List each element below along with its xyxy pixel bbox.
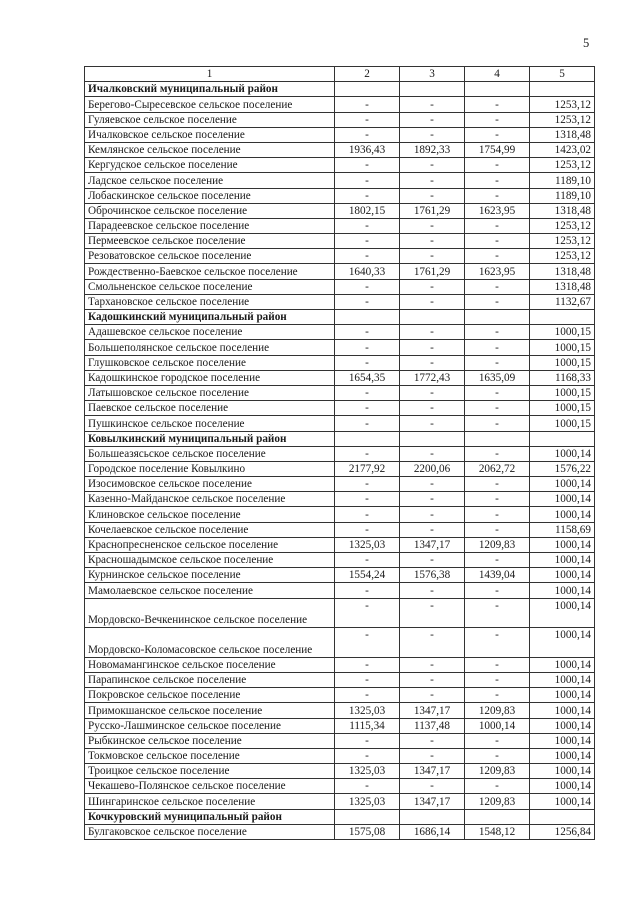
value-col-5: 1423,02	[530, 142, 595, 157]
value-col-5: 1000,14	[530, 537, 595, 552]
empty-cell	[530, 82, 595, 97]
value-col-5: 1000,14	[530, 657, 595, 672]
value-col-3: -	[400, 507, 465, 522]
table-row	[85, 703, 595, 718]
district-name: Кадошкинский муниципальный район	[85, 310, 335, 325]
value-col-2: -	[335, 492, 400, 507]
value-col-5: 1000,14	[530, 688, 595, 703]
settlement-name: Пушкинское сельское поселение	[85, 416, 335, 431]
settlement-name: Ичалковское сельское поселение	[85, 127, 335, 142]
empty-cell	[335, 82, 400, 97]
value-col-2: -	[335, 477, 400, 492]
value-col-3: 1761,29	[400, 203, 465, 218]
value-col-4: -	[465, 385, 530, 400]
value-col-4: 1754,99	[465, 142, 530, 157]
value-col-3: -	[400, 492, 465, 507]
value-col-2: -	[335, 127, 400, 142]
value-col-2: -	[335, 249, 400, 264]
district-row	[85, 82, 595, 97]
table-row	[85, 203, 595, 218]
value-col-4: -	[465, 325, 530, 340]
empty-cell	[465, 431, 530, 446]
value-col-3: 1347,17	[400, 794, 465, 809]
value-col-4: -	[465, 446, 530, 461]
value-col-5: 1000,14	[530, 477, 595, 492]
value-col-3: -	[400, 657, 465, 672]
settlement-name: Кочелаевское сельское поселение	[85, 522, 335, 537]
value-col-3: -	[400, 234, 465, 249]
value-col-5: 1000,14	[530, 507, 595, 522]
table-row	[85, 553, 595, 568]
value-col-5: 1253,12	[530, 249, 595, 264]
value-col-4: -	[465, 628, 530, 658]
value-col-4: -	[465, 492, 530, 507]
settlement-name: Латышовское сельское поселение	[85, 385, 335, 400]
empty-cell	[400, 310, 465, 325]
value-col-4: -	[465, 401, 530, 416]
settlement-name: Красношадымское сельское поселение	[85, 553, 335, 568]
value-col-2: 1640,33	[335, 264, 400, 279]
table-row	[85, 522, 595, 537]
value-col-3: -	[400, 688, 465, 703]
value-col-4: 1209,83	[465, 764, 530, 779]
table-row	[85, 370, 595, 385]
value-col-4: 1635,09	[465, 370, 530, 385]
table-row	[85, 218, 595, 233]
value-col-5: 1253,12	[530, 112, 595, 127]
value-col-4: 1000,14	[465, 718, 530, 733]
settlement-name: Булгаковское сельское поселение	[85, 824, 335, 839]
value-col-5: 1000,14	[530, 703, 595, 718]
settlement-name: Адашевское сельское поселение	[85, 325, 335, 340]
value-col-2: -	[335, 628, 400, 658]
settlement-name: Мордовско-Коломасовское сельское поселение	[85, 628, 335, 658]
value-col-2: 1325,03	[335, 764, 400, 779]
settlement-name: Новомамангинское сельское поселение	[85, 657, 335, 672]
settlement-name: Клиновское сельское поселение	[85, 507, 335, 522]
value-col-4: -	[465, 779, 530, 794]
value-col-3: -	[400, 188, 465, 203]
empty-cell	[465, 310, 530, 325]
value-col-3: -	[400, 325, 465, 340]
value-col-2: -	[335, 97, 400, 112]
value-col-2: -	[335, 507, 400, 522]
value-col-4: -	[465, 672, 530, 687]
district-name: Ичалковский муниципальный район	[85, 82, 335, 97]
value-col-2: -	[335, 779, 400, 794]
settlement-name: Краснопресненское сельское поселение	[85, 537, 335, 552]
value-col-5: 1253,12	[530, 97, 595, 112]
table-row	[85, 158, 595, 173]
value-col-4: 2062,72	[465, 461, 530, 476]
settlement-name: Шингаринское сельское поселение	[85, 794, 335, 809]
value-col-3: -	[400, 279, 465, 294]
table-row	[85, 325, 595, 340]
value-col-3: 1772,43	[400, 370, 465, 385]
value-col-5: 1318,48	[530, 127, 595, 142]
table-row	[85, 461, 595, 476]
value-col-2: -	[335, 385, 400, 400]
value-col-3: -	[400, 385, 465, 400]
value-col-2: 1554,24	[335, 568, 400, 583]
value-col-2: -	[335, 748, 400, 763]
settlement-name: Ладское сельское поселение	[85, 173, 335, 188]
value-col-2: -	[335, 672, 400, 687]
settlement-name: Изосимовское сельское поселение	[85, 477, 335, 492]
value-col-4: -	[465, 416, 530, 431]
settlement-name: Токмовское сельское поселение	[85, 748, 335, 763]
value-col-3: -	[400, 598, 465, 628]
value-col-4: -	[465, 112, 530, 127]
value-col-3: -	[400, 355, 465, 370]
value-col-3: -	[400, 477, 465, 492]
value-col-3: 1347,17	[400, 537, 465, 552]
empty-cell	[335, 809, 400, 824]
district-name: Ковылкинский муниципальный район	[85, 431, 335, 446]
header-cell-2: 2	[335, 67, 400, 82]
value-col-4: 1439,04	[465, 568, 530, 583]
value-col-5: 1000,15	[530, 355, 595, 370]
settlement-name: Мордовско-Вечкенинское сельское поселение	[85, 598, 335, 628]
table-row	[85, 628, 595, 658]
settlement-name: Покровское сельское поселение	[85, 688, 335, 703]
value-col-3: 2200,06	[400, 461, 465, 476]
value-col-4: 1209,83	[465, 537, 530, 552]
district-row	[85, 431, 595, 446]
table-row	[85, 764, 595, 779]
table-row	[85, 718, 595, 733]
value-col-4: 1209,83	[465, 794, 530, 809]
district-name: Кочкуровский муниципальный район	[85, 809, 335, 824]
district-row	[85, 310, 595, 325]
value-col-4: -	[465, 598, 530, 628]
table-row	[85, 127, 595, 142]
table-row	[85, 583, 595, 598]
value-col-2: -	[335, 158, 400, 173]
value-col-3: -	[400, 173, 465, 188]
value-col-4: -	[465, 188, 530, 203]
value-col-5: 1000,14	[530, 598, 595, 628]
settlement-name: Гуляевское сельское поселение	[85, 112, 335, 127]
value-col-5: 1253,12	[530, 158, 595, 173]
value-col-2: -	[335, 279, 400, 294]
table-row	[85, 507, 595, 522]
value-col-4: -	[465, 507, 530, 522]
value-col-5: 1000,14	[530, 568, 595, 583]
value-col-5: 1000,14	[530, 718, 595, 733]
value-col-3: 1576,38	[400, 568, 465, 583]
value-col-4: -	[465, 340, 530, 355]
value-col-5: 1000,15	[530, 325, 595, 340]
table-row	[85, 733, 595, 748]
settlement-name: Берегово-Сыресевское сельское поселение	[85, 97, 335, 112]
value-col-5: 1318,48	[530, 279, 595, 294]
value-col-4: -	[465, 583, 530, 598]
value-col-2: -	[335, 112, 400, 127]
settlement-name: Глушковское сельское поселение	[85, 355, 335, 370]
value-col-3: -	[400, 672, 465, 687]
table-row	[85, 794, 595, 809]
empty-cell	[335, 310, 400, 325]
page-number: 5	[583, 36, 590, 50]
value-col-2: 1575,08	[335, 824, 400, 839]
table-row	[85, 279, 595, 294]
value-col-5: 1000,14	[530, 446, 595, 461]
table-row	[85, 657, 595, 672]
value-col-3: -	[400, 294, 465, 309]
empty-cell	[530, 431, 595, 446]
value-col-5: 1256,84	[530, 824, 595, 839]
empty-cell	[530, 809, 595, 824]
value-col-5: 1189,10	[530, 173, 595, 188]
value-col-4: 1548,12	[465, 824, 530, 839]
value-col-2: -	[335, 446, 400, 461]
value-col-4: -	[465, 688, 530, 703]
value-col-4: -	[465, 748, 530, 763]
value-col-2: -	[335, 401, 400, 416]
value-col-5: 1000,14	[530, 583, 595, 598]
settlement-name: Примокшанское сельское поселение	[85, 703, 335, 718]
value-col-5: 1000,14	[530, 764, 595, 779]
value-col-5: 1000,14	[530, 733, 595, 748]
value-col-2: -	[335, 583, 400, 598]
table-row	[85, 355, 595, 370]
table-row	[85, 477, 595, 492]
settlement-name: Городское поселение Ковылкино	[85, 461, 335, 476]
value-col-3: 1347,17	[400, 703, 465, 718]
table-row	[85, 598, 595, 628]
table-row	[85, 779, 595, 794]
value-col-2: 1325,03	[335, 794, 400, 809]
value-col-2: -	[335, 218, 400, 233]
value-col-4: -	[465, 477, 530, 492]
value-col-5: 1253,12	[530, 218, 595, 233]
table-row	[85, 188, 595, 203]
table-row	[85, 672, 595, 687]
value-col-4: -	[465, 97, 530, 112]
value-col-2: -	[335, 553, 400, 568]
value-col-5: 1000,15	[530, 416, 595, 431]
table-row	[85, 446, 595, 461]
value-col-5: 1000,14	[530, 748, 595, 763]
value-col-5: 1000,14	[530, 794, 595, 809]
table-row	[85, 112, 595, 127]
empty-cell	[465, 809, 530, 824]
table-body	[85, 67, 595, 840]
value-col-2: -	[335, 294, 400, 309]
settlement-name: Мамолаевское сельское поселение	[85, 583, 335, 598]
value-col-4: -	[465, 158, 530, 173]
empty-cell	[465, 82, 530, 97]
value-col-3: -	[400, 733, 465, 748]
settlement-name: Кадошкинское городское поселение	[85, 370, 335, 385]
value-col-5: 1318,48	[530, 203, 595, 218]
table-row	[85, 568, 595, 583]
settlement-name: Тархановское сельское поселение	[85, 294, 335, 309]
value-col-2: -	[335, 234, 400, 249]
value-col-2: -	[335, 325, 400, 340]
settlement-name: Пермеевское сельское поселение	[85, 234, 335, 249]
value-col-5: 1318,48	[530, 264, 595, 279]
value-col-4: -	[465, 553, 530, 568]
settlement-name: Кергудское сельское поселение	[85, 158, 335, 173]
settlement-name: Большеполянское сельское поселение	[85, 340, 335, 355]
settlement-name: Паевское сельское поселение	[85, 401, 335, 416]
value-col-4: 1209,83	[465, 703, 530, 718]
value-col-3: 1137,48	[400, 718, 465, 733]
table-row	[85, 824, 595, 839]
header-cell-1: 1	[85, 67, 335, 82]
empty-cell	[335, 431, 400, 446]
value-col-5: 1000,15	[530, 340, 595, 355]
value-col-3: -	[400, 112, 465, 127]
value-col-3: 1347,17	[400, 764, 465, 779]
value-col-3: -	[400, 748, 465, 763]
value-col-3: -	[400, 446, 465, 461]
settlement-name: Рыбкинское сельское поселение	[85, 733, 335, 748]
value-col-4: -	[465, 657, 530, 672]
value-col-2: -	[335, 188, 400, 203]
value-col-3: -	[400, 628, 465, 658]
value-col-3: -	[400, 401, 465, 416]
value-col-5: 1158,69	[530, 522, 595, 537]
value-col-3: 1686,14	[400, 824, 465, 839]
value-col-2: 1325,03	[335, 703, 400, 718]
tariff-table	[84, 66, 595, 840]
value-col-3: -	[400, 416, 465, 431]
header-cell-4: 4	[465, 67, 530, 82]
value-col-2: -	[335, 416, 400, 431]
empty-cell	[400, 82, 465, 97]
value-col-3: -	[400, 583, 465, 598]
value-col-5: 1000,14	[530, 628, 595, 658]
value-col-2: -	[335, 173, 400, 188]
table-row	[85, 748, 595, 763]
value-col-2: 2177,92	[335, 461, 400, 476]
value-col-2: -	[335, 733, 400, 748]
value-col-5: 1000,14	[530, 553, 595, 568]
table-row	[85, 234, 595, 249]
settlement-name: Большеазясьское сельское поселение	[85, 446, 335, 461]
settlement-name: Рождественно-Баевское сельское поселение	[85, 264, 335, 279]
value-col-4: -	[465, 218, 530, 233]
value-col-2: -	[335, 688, 400, 703]
table-row	[85, 537, 595, 552]
value-col-2: -	[335, 355, 400, 370]
table-row	[85, 492, 595, 507]
settlement-name: Парадеевское сельское поселение	[85, 218, 335, 233]
table-header-row	[85, 67, 595, 82]
value-col-4: -	[465, 294, 530, 309]
settlement-name: Курнинское сельское поселение	[85, 568, 335, 583]
value-col-5: 1000,14	[530, 672, 595, 687]
value-col-5: 1000,15	[530, 385, 595, 400]
table-row	[85, 142, 595, 157]
value-col-5: 1253,12	[530, 234, 595, 249]
table-row	[85, 385, 595, 400]
settlement-name: Русско-Лашминское сельское поселение	[85, 718, 335, 733]
empty-cell	[400, 431, 465, 446]
value-col-3: 1761,29	[400, 264, 465, 279]
value-col-2: -	[335, 657, 400, 672]
value-col-4: -	[465, 249, 530, 264]
settlement-name: Кемлянское сельское поселение	[85, 142, 335, 157]
value-col-2: 1654,35	[335, 370, 400, 385]
value-col-3: -	[400, 553, 465, 568]
district-row	[85, 809, 595, 824]
value-col-2: -	[335, 340, 400, 355]
settlement-name: Казенно-Майданское сельское поселение	[85, 492, 335, 507]
value-col-5: 1132,67	[530, 294, 595, 309]
value-col-3: -	[400, 340, 465, 355]
value-col-2: -	[335, 522, 400, 537]
table-row	[85, 249, 595, 264]
value-col-4: -	[465, 173, 530, 188]
value-col-2: 1325,03	[335, 537, 400, 552]
value-col-4: -	[465, 355, 530, 370]
value-col-3: -	[400, 158, 465, 173]
value-col-5: 1000,15	[530, 401, 595, 416]
value-col-4: 1623,95	[465, 264, 530, 279]
settlement-name: Чекашево-Полянское сельское поселение	[85, 779, 335, 794]
value-col-3: -	[400, 779, 465, 794]
value-col-4: 1623,95	[465, 203, 530, 218]
value-col-5: 1189,10	[530, 188, 595, 203]
settlement-name: Троицкое сельское поселение	[85, 764, 335, 779]
header-cell-5: 5	[530, 67, 595, 82]
value-col-3: -	[400, 249, 465, 264]
settlement-name: Парапинское сельское поселение	[85, 672, 335, 687]
empty-cell	[530, 310, 595, 325]
value-col-3: -	[400, 97, 465, 112]
settlement-name: Смольненское сельское поселение	[85, 279, 335, 294]
value-col-5: 1168,33	[530, 370, 595, 385]
table-row	[85, 173, 595, 188]
table-row	[85, 416, 595, 431]
value-col-4: -	[465, 279, 530, 294]
settlement-name: Лобаскинское сельское поселение	[85, 188, 335, 203]
value-col-3: -	[400, 218, 465, 233]
value-col-4: -	[465, 234, 530, 249]
value-col-4: -	[465, 733, 530, 748]
value-col-2: 1802,15	[335, 203, 400, 218]
value-col-5: 1576,22	[530, 461, 595, 476]
settlement-name: Резоватовское сельское поселение	[85, 249, 335, 264]
settlement-name: Оброчинское сельское поселение	[85, 203, 335, 218]
value-col-2: 1115,34	[335, 718, 400, 733]
empty-cell	[400, 809, 465, 824]
value-col-5: 1000,14	[530, 779, 595, 794]
value-col-2: 1936,43	[335, 142, 400, 157]
table-row	[85, 401, 595, 416]
table-row	[85, 97, 595, 112]
value-col-2: -	[335, 598, 400, 628]
table-row	[85, 264, 595, 279]
value-col-3: 1892,33	[400, 142, 465, 157]
value-col-4: -	[465, 522, 530, 537]
value-col-3: -	[400, 127, 465, 142]
value-col-3: -	[400, 522, 465, 537]
table-row	[85, 340, 595, 355]
table-row	[85, 294, 595, 309]
value-col-4: -	[465, 127, 530, 142]
header-cell-3: 3	[400, 67, 465, 82]
value-col-5: 1000,14	[530, 492, 595, 507]
table-row	[85, 688, 595, 703]
